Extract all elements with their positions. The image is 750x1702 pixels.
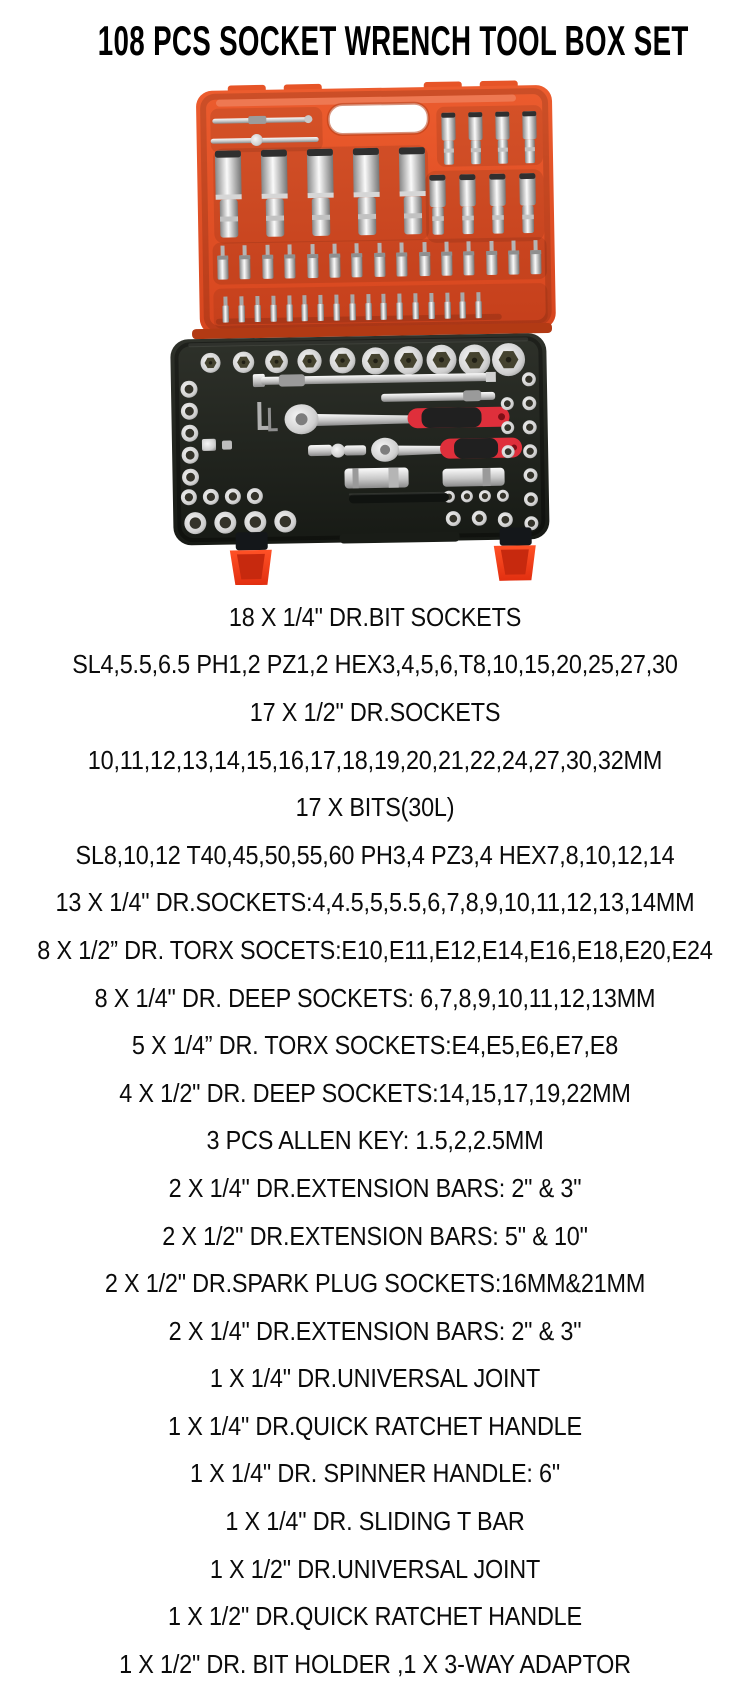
spec-line: 17 X 1/2" DR.SOCKETS xyxy=(249,696,501,727)
spec-line: 1 X 1/4" DR. SPINNER HANDLE: 6" xyxy=(190,1458,560,1489)
spec-line: 1 X 1/4" DR.QUICK RATCHET HANDLE xyxy=(168,1410,582,1441)
spec-line: 1 X 1/2" DR. BIT HOLDER ,1 X 3-WAY ADAPTOR xyxy=(119,1648,631,1679)
tray-groove xyxy=(349,492,449,504)
spec-line: 4 X 1/2" DR. DEEP SOCKETS:14,15,17,19,22MM xyxy=(119,1077,631,1108)
lid-handle-cutout xyxy=(328,103,429,135)
spec-line: 2 X 1/2" DR.SPARK PLUG SOCKETS:16MM&21MM xyxy=(104,1268,646,1299)
spec-line: SL8,10,12 T40,45,50,55,60 PH3,4 PZ3,4 HEX7,8,10,12,14 xyxy=(75,839,675,870)
spec-line: 2 X 1/2" DR.EXTENSION BARS: 5" & 10" xyxy=(162,1220,588,1251)
spec-line: 13 X 1/4" DR.SOCKETS:4,4.5,5,5.5,6,7,8,9,10,11,12,13,14MM xyxy=(55,887,695,918)
product-photo xyxy=(140,80,610,585)
tray-bottom-tab xyxy=(340,532,460,544)
product-photo-area xyxy=(140,80,610,585)
toolbox xyxy=(166,80,561,585)
spec-line: 1 X 1/4" DR. SLIDING T BAR xyxy=(225,1506,525,1537)
spec-line: 3 PCS ALLEN KEY: 1.5,2,2.5MM xyxy=(206,1125,544,1156)
spec-line: 1 X 1/2" DR.UNIVERSAL JOINT xyxy=(209,1553,541,1584)
spec-line: 2 X 1/4" DR.EXTENSION BARS: 2" & 3" xyxy=(168,1172,582,1203)
toolbox-tray xyxy=(170,333,550,547)
spec-line: SL4,5.5,6.5 PH1,2 PZ1,2 HEX3,4,5,6,T8,10,15,20,25,27,30 xyxy=(72,649,678,680)
toolbox-lid xyxy=(188,80,556,339)
latch-left xyxy=(230,532,273,585)
page-title: 108 PCS SOCKET WRENCH TOOL BOX SET xyxy=(97,17,689,64)
latch-right xyxy=(493,527,536,581)
spec-line: 8 X 1/4" DR. DEEP SOCKETS: 6,7,8,9,10,11,12,13MM xyxy=(94,982,656,1013)
spec-line: 10,11,12,13,14,15,16,17,18,19,20,21,22,24,27,30,32MM xyxy=(87,744,663,775)
spec-line: 1 X 1/4" DR.UNIVERSAL JOINT xyxy=(209,1363,541,1394)
bit-sockets-row xyxy=(217,240,542,280)
contents-list xyxy=(0,593,750,1688)
spec-line: 17 X BITS(30L) xyxy=(295,792,455,823)
spec-line: 8 X 1/2” DR. TORX SOCETS:E10,E11,E12,E14,E16,E18,E20,E24 xyxy=(37,934,713,965)
spec-line: 5 X 1/4” DR. TORX SOCKETS:E4,E5,E6,E7,E8 xyxy=(131,1030,619,1061)
spec-line: 18 X 1/4" DR.BIT SOCKETS xyxy=(228,601,522,632)
spec-line: 1 X 1/2" DR.QUICK RATCHET HANDLE xyxy=(168,1601,582,1632)
spec-line: 2 X 1/4" DR.EXTENSION BARS: 2" & 3" xyxy=(168,1315,582,1346)
